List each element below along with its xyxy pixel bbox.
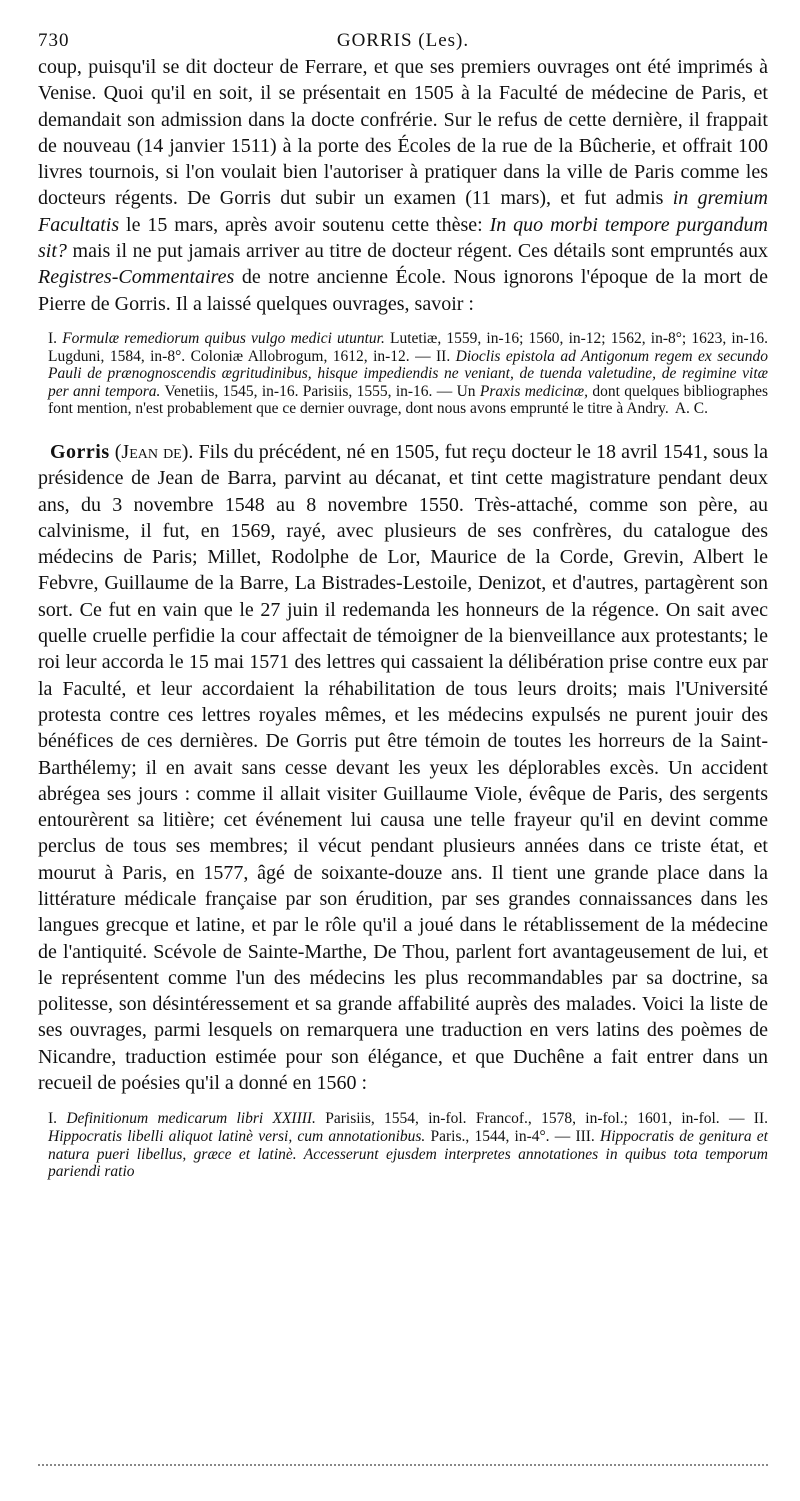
source-title: Registres-Commentaires [38, 266, 235, 289]
entry-name: (Jean de). [114, 440, 194, 463]
text-run: dont quelques bibliographes font mention, n'est probablement que ce dernier ouvrage, dont nous avons emprunté le titre à Andry. [48, 382, 769, 418]
text-run: Parisiis, 1554, in-fol. Francof., 1578, in-fol.; 1601, in-fol. — II. [315, 1110, 768, 1128]
text-run: Paris., 1544, in-4°. — III. [425, 1127, 601, 1145]
thesis-title: In quo morbi tempore purgandum sit? [38, 213, 768, 263]
running-title: GORRIS (Les). [336, 30, 470, 51]
page-bottom-rule [38, 1464, 768, 1466]
entry-headword: Gorris [50, 440, 110, 463]
work-title: Formulæ remediorum quibus vulgo medici utuntur. [62, 329, 385, 347]
bibliography-pierre [38, 330, 768, 418]
text-run: Lutetiæ, 1559, in-16; 1560, in-12; 1562, in-8°; 1623, in-16. Lugduni, 1584, in-8°. Coloniæ Allobrogum, 1612, in-12. — II. [48, 329, 768, 365]
text-run: I. [48, 1110, 67, 1128]
work-title: Definitionum medicarum libri XXIIII. [66, 1110, 316, 1128]
page [38, 22, 768, 1181]
text-run: de notre ancienne École. Nous ignorons l'époque de la mort de Pierre de Gorris. Il a laissé quelques ouvrages, savoir : [38, 266, 768, 315]
entry-jean-de-gorris [38, 439, 768, 1096]
text-run: Fils du précédent, né en 1505, fut reçu docteur le 18 avril 1541, sous la présidence de Jean de Barra, parvint au décanat, et tint cette magistrature pendant deux ans, du 3 novembre 1548 au 8 novembre 1550. Très-attaché, comme son père, au calvinisme, il fut, en 1569, rayé, avec plusieurs de ses confrères, du catalogue des médecins de Paris; Millet, Rodolphe de Lor, Maurice de la Corde, Grevin, Albert le Febvre, Guillaume de la Barre, La Bistrades-Lestoile, Denizot, et d'autres, partagèrent son sort. Ce fut en vain que le 27 juin il redemanda les honneurs de la régence. On sait avec quelle cruelle perfidie la cour affectait de témoigner de la bienveillance aux protestants; le roi leur accorda le 15 mai 1571 des lettres qui cassaient la délibération prise contre eux par la Faculté, et leur accordaient la réhabilitation de tous leurs droits; mais l'Université protesta contre ces lettres royales mêmes, et les médecins expulsés ne purent jouir des bénéfices de ces dernières. De Gorris put être témoin de toutes les horreurs de la Saint-Barthélemy; il en avait sans cesse devant les yeux les déplorables excès. Un accident abrégea ses jours : comme il allait visiter Guillaume Viole, évêque de Paris, des sergents entourèrent sa litière; cet événement lui causa une telle frayeur qu'il en devint comme perclus de tous ses membres; il vécut pendant plusieurs années dans ce triste état, et mourut à Paris, en 1577, âgé de soixante-douze ans. Il tient une grande place dans la littérature médicale française par son érudition, par ses grandes connaissances dans les langues grecque et latine, et par le rôle qu'il a joué dans le rétablissement de la médecine de l'antiquité. Scévole de Sainte-Marthe, De Thou, parlent fort avantageusement de lui, et le représentent comme l'un des médecins les plus recommandables par sa doctrine, sa politesse, son désintéressement et sa grande affabilité auprès des malades. Voici la liste de ses ouvrages, parmi lesquels on remarquera une traduction en vers latins des poèmes de Nicandre, traduction estimée pour son élégance, et que Duchêne a fait entrer dans un recueil de poésies qu'il a donné en 1560 : [38, 440, 769, 1095]
running-head [38, 22, 768, 54]
paragraph-pierre-de-gorris [38, 54, 768, 317]
text-run: Venetiis, 1545, in-16. Parisiis, 1555, in-16. — Un [160, 382, 480, 400]
work-title: Hippocratis de genitura et natura pueri libellus, græce et latinè. Accesserunt ejusdem interpretes annotationes in quibus tota temporum pariendi ratio [48, 1127, 768, 1181]
text-run: mais il ne put jamais arriver au titre de docteur régent. Ces détails sont empruntés aux [66, 240, 768, 263]
bibliography-jean [38, 1110, 768, 1180]
text-run: le 15 mars, après avoir soutenu cette thèse: [119, 213, 490, 236]
work-title: Praxis medicinæ, [479, 382, 588, 400]
text-run: coup, puisqu'il se dit docteur de Ferrare, et que ses premiers ouvrages ont été imprimés à Venise. Quoi qu'il en soit, il se présentait en 1505 à la Faculté de médecine de Paris, et demandait son admission dans la docte confrérie. Sur le refus de cette dernière, il frappait de nouveau (14 janvier 1511) à la porte des Écoles de la rue de la Bûcherie, et offrait 100 livres tournois, si l'on voulait bien l'autoriser à pratiquer dans la ville de Paris comme les docteurs régents. De Gorris dut subir un examen (11 mars), et fut admis [38, 56, 768, 210]
latin-phrase: in gremium Facultatis [38, 187, 768, 236]
author-signature: A. C. [674, 400, 708, 418]
page-number: 730 [38, 30, 70, 51]
text-run: I. [48, 329, 63, 347]
work-title: Hippocratis libelli aliquot latinè versi, cum annotationibus. [48, 1127, 426, 1145]
work-title: Dioclis epistola ad Antigonum regem ex secundo Pauli de prænognoscendis ægritudinibus, hisque impediendis ne veniant, de tuenda valetudine, de regimine vitæ per anni tempora. [48, 347, 768, 400]
